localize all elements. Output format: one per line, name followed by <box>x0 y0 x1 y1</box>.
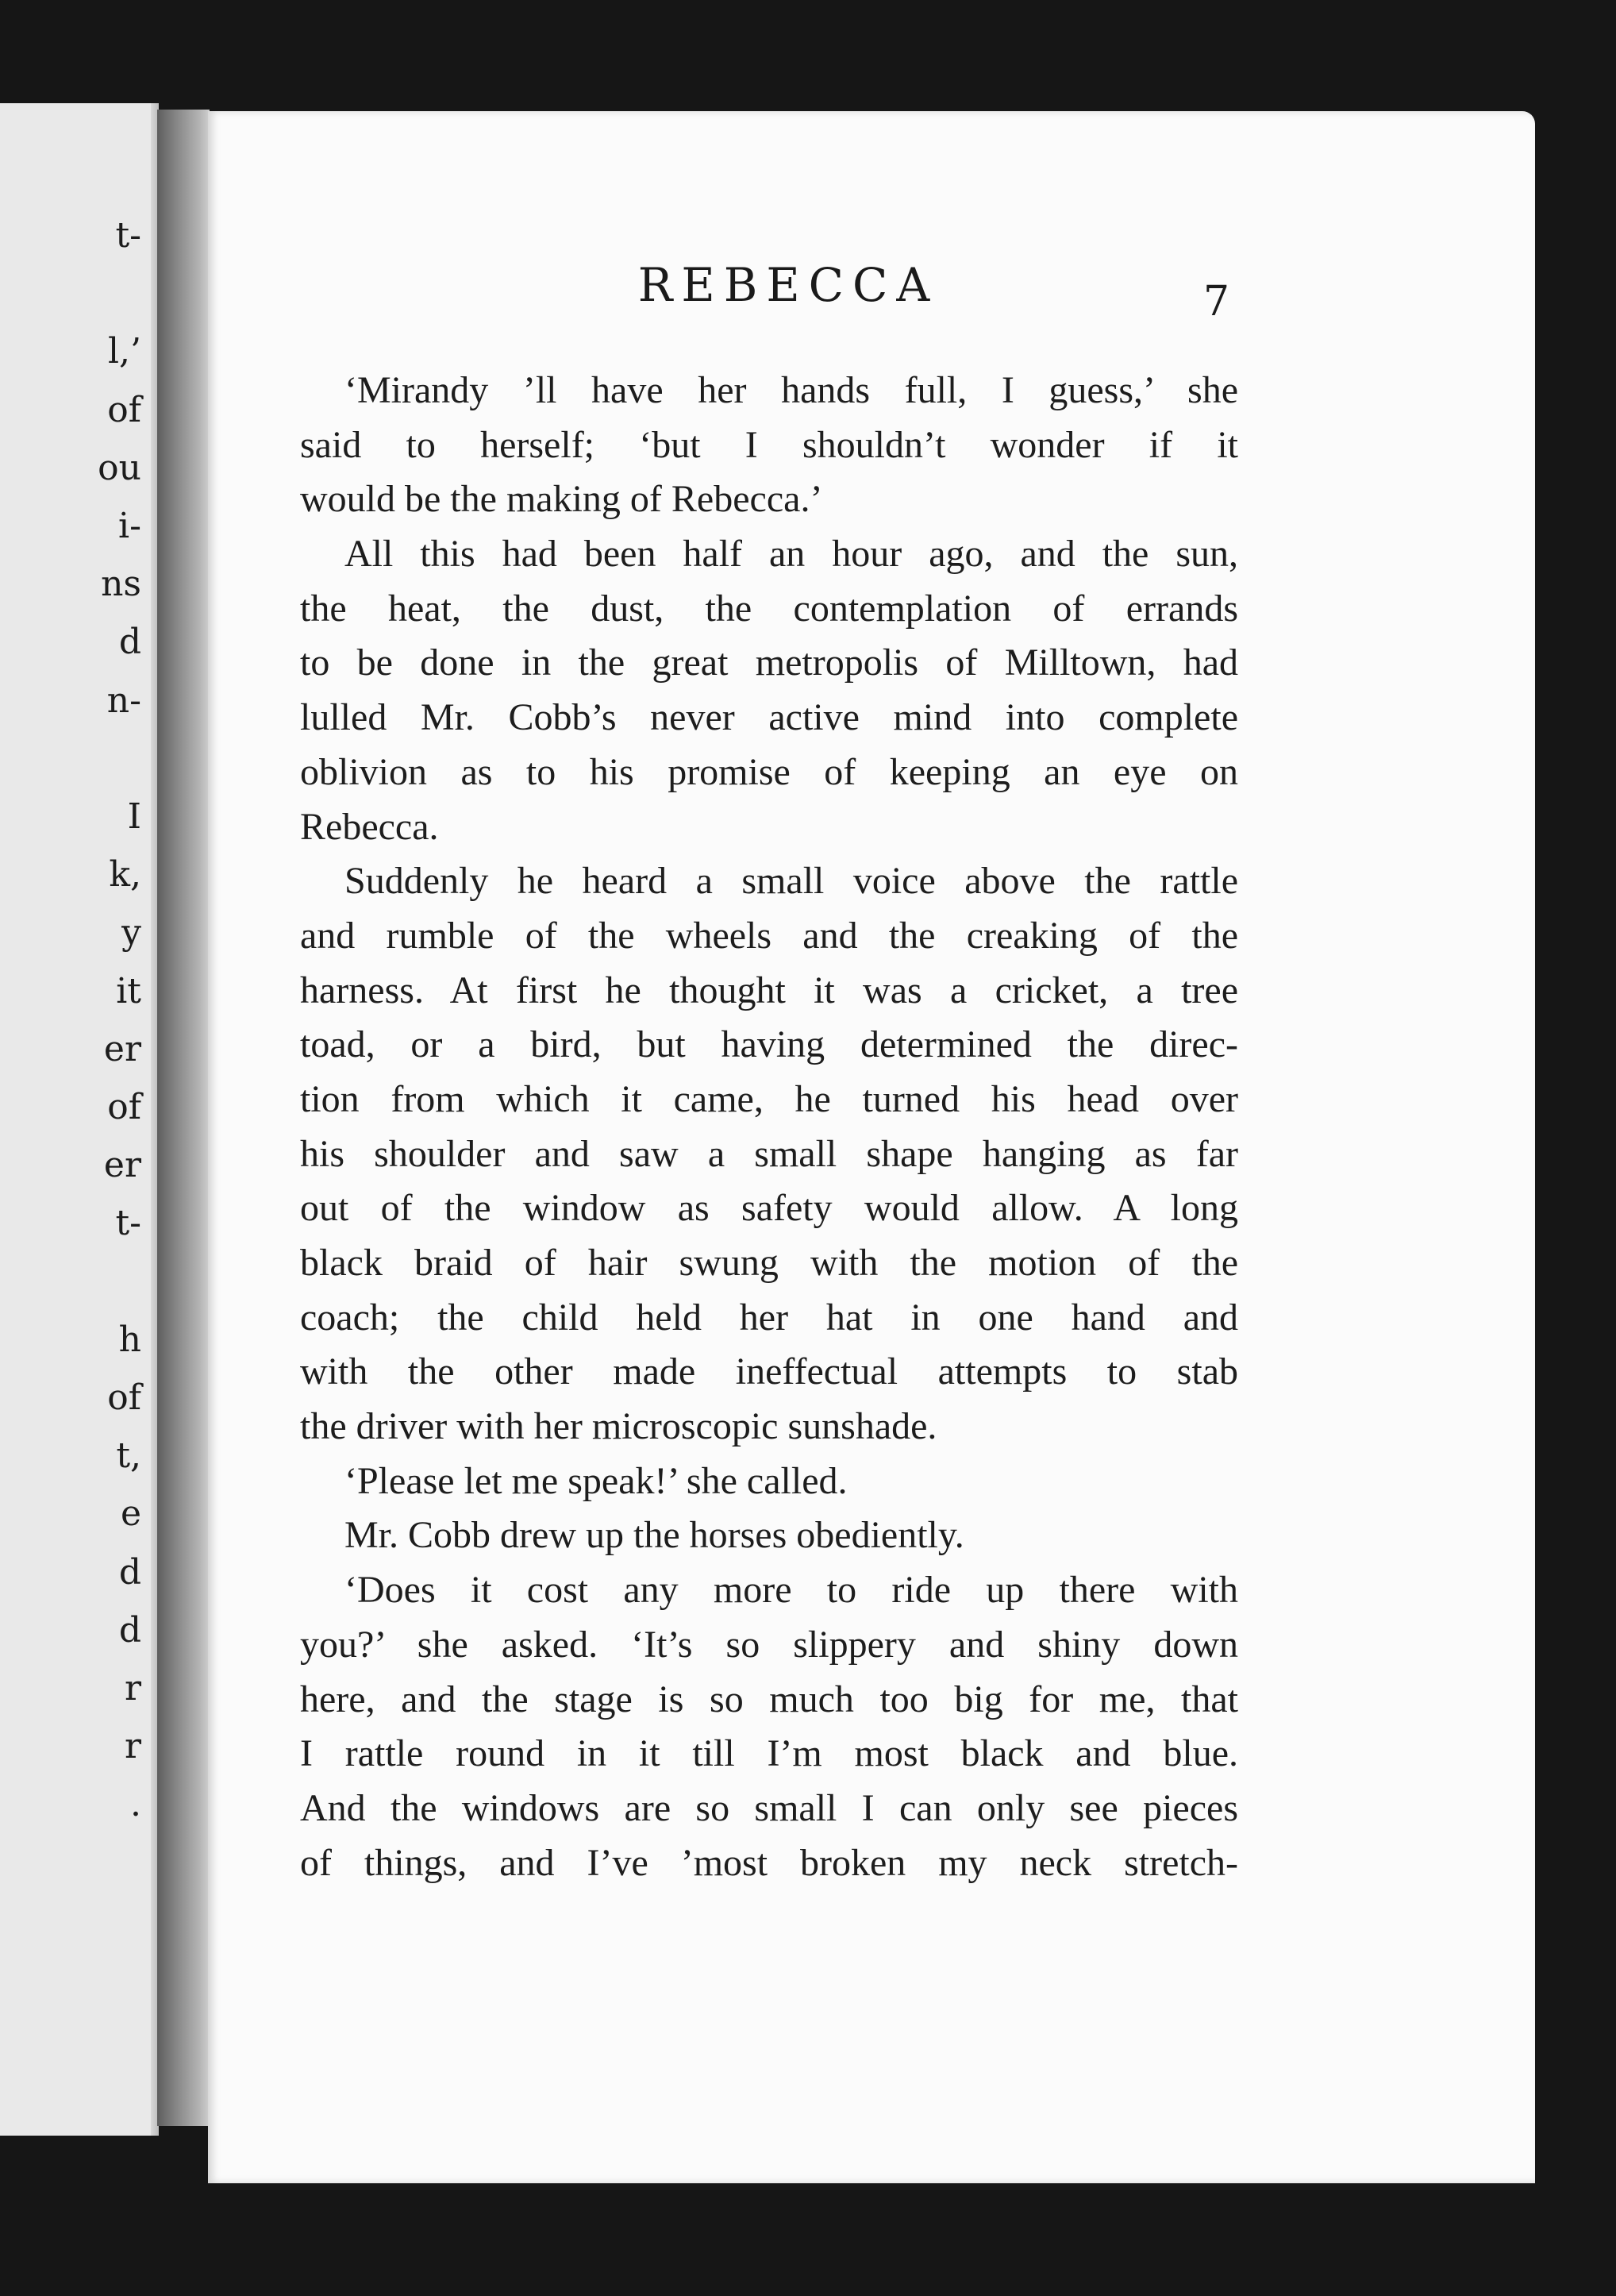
text-line: out of the window as safety would allow. A long <box>300 1187 1238 1230</box>
page-number: 7 <box>1203 278 1230 326</box>
text-line: ‘Mirandy ’ll have her hands full, I guess,’ she <box>344 369 1238 411</box>
text-line: ‘Please let me speak!’ she called. <box>344 1459 848 1502</box>
text-line: toad, or a bird, but having determined the direc- <box>300 1023 1238 1066</box>
paragraph <box>300 1454 1238 1509</box>
previous-page-fragment: . <box>130 1784 141 1825</box>
text-line: All this had been half an hour ago, and the sun, <box>344 533 1238 576</box>
text-line: lulled Mr. Cobb’s never active mind into complete <box>300 696 1238 739</box>
previous-page-fragment: n- <box>106 680 141 721</box>
text-line: black braid of hair swung with the motion of the <box>300 1242 1238 1284</box>
previous-page-fragment: er <box>103 1145 141 1186</box>
text-line: his shoulder and saw a small shape hanging as far <box>300 1132 1238 1175</box>
previous-page-fragment: h <box>118 1319 141 1360</box>
body-text <box>300 364 1238 1890</box>
text-line: harness. At first he thought it was a cricket, a tree <box>300 969 1238 1011</box>
text-line: Suddenly he heard a small voice above the rattle <box>344 860 1238 903</box>
text-line: and rumble of the wheels and the creaking of the <box>300 914 1238 957</box>
previous-page-fragment: t, <box>116 1435 141 1477</box>
previous-page-fragment: i- <box>118 506 141 546</box>
text-line: with the other made ineffectual attempts to stab <box>300 1350 1238 1393</box>
previous-page-fragment: I <box>127 796 141 837</box>
text-line: the driver with her microscopic sunshade. <box>300 1405 937 1448</box>
paragraph <box>300 1563 1238 1890</box>
previous-page-fragment: r <box>124 1668 141 1709</box>
text-line: Rebecca. <box>300 805 439 848</box>
previous-page-fragment: er <box>103 1028 141 1069</box>
previous-page-fragment: ou <box>98 447 141 488</box>
previous-page-fragment: d <box>118 1609 141 1651</box>
text-line: coach; the child held her hat in one hand and <box>300 1296 1238 1339</box>
paragraph <box>300 854 1238 1454</box>
text-line: I rattle round in it till I’m most black and blue. <box>300 1732 1238 1775</box>
text-line: oblivion as to his promise of keeping an eye on <box>300 750 1238 793</box>
running-head: REBECCA <box>637 258 939 312</box>
previous-page-fragment: l,’ <box>107 331 141 372</box>
text-line: And the windows are so small I can only see pieces <box>300 1786 1238 1829</box>
previous-page-fragment: d <box>118 1551 141 1593</box>
paragraph <box>300 1508 1238 1563</box>
previous-page-fragment: of <box>107 1377 141 1418</box>
text-line: to be done in the great metropolis of Milltown, had <box>300 641 1238 684</box>
previous-page-fragment: of <box>107 1087 141 1127</box>
previous-page-fragment: it <box>116 970 141 1011</box>
previous-page-fragment: ns <box>101 564 141 605</box>
text-line: of things, and I’ve ’most broken my neck stretch- <box>300 1841 1238 1884</box>
previous-page-fragment: k, <box>109 854 141 896</box>
previous-page-fragment: e <box>120 1493 141 1535</box>
previous-page-fragment: t- <box>115 215 141 256</box>
paragraph <box>300 364 1238 527</box>
text-line: would be the making of Rebecca.’ <box>300 478 823 521</box>
book-page <box>208 111 1535 2183</box>
text-line: here, and the stage is so much too big for me, that <box>300 1678 1238 1720</box>
previous-page-fragment: r <box>124 1726 141 1767</box>
text-line: Mr. Cobb drew up the horses obediently. <box>344 1514 964 1557</box>
previous-page-fragment: t- <box>115 1203 141 1244</box>
text-line: said to herself; ‘but I shouldn’t wonder if it <box>300 423 1238 466</box>
paragraph <box>300 527 1238 854</box>
previous-page-fragment: y <box>121 912 141 953</box>
text-line: tion from which it came, he turned his head over <box>300 1077 1238 1120</box>
book-gutter <box>157 110 210 2126</box>
text-line: you?’ she asked. ‘It’s so slippery and shiny down <box>300 1623 1238 1666</box>
text-line: the heat, the dust, the contemplation of errands <box>300 587 1238 630</box>
previous-page-fragment: d <box>118 622 141 663</box>
text-line: ‘Does it cost any more to ride up there with <box>344 1569 1238 1612</box>
previous-page-edge <box>0 103 159 2136</box>
previous-page-fragment: of <box>107 389 141 430</box>
